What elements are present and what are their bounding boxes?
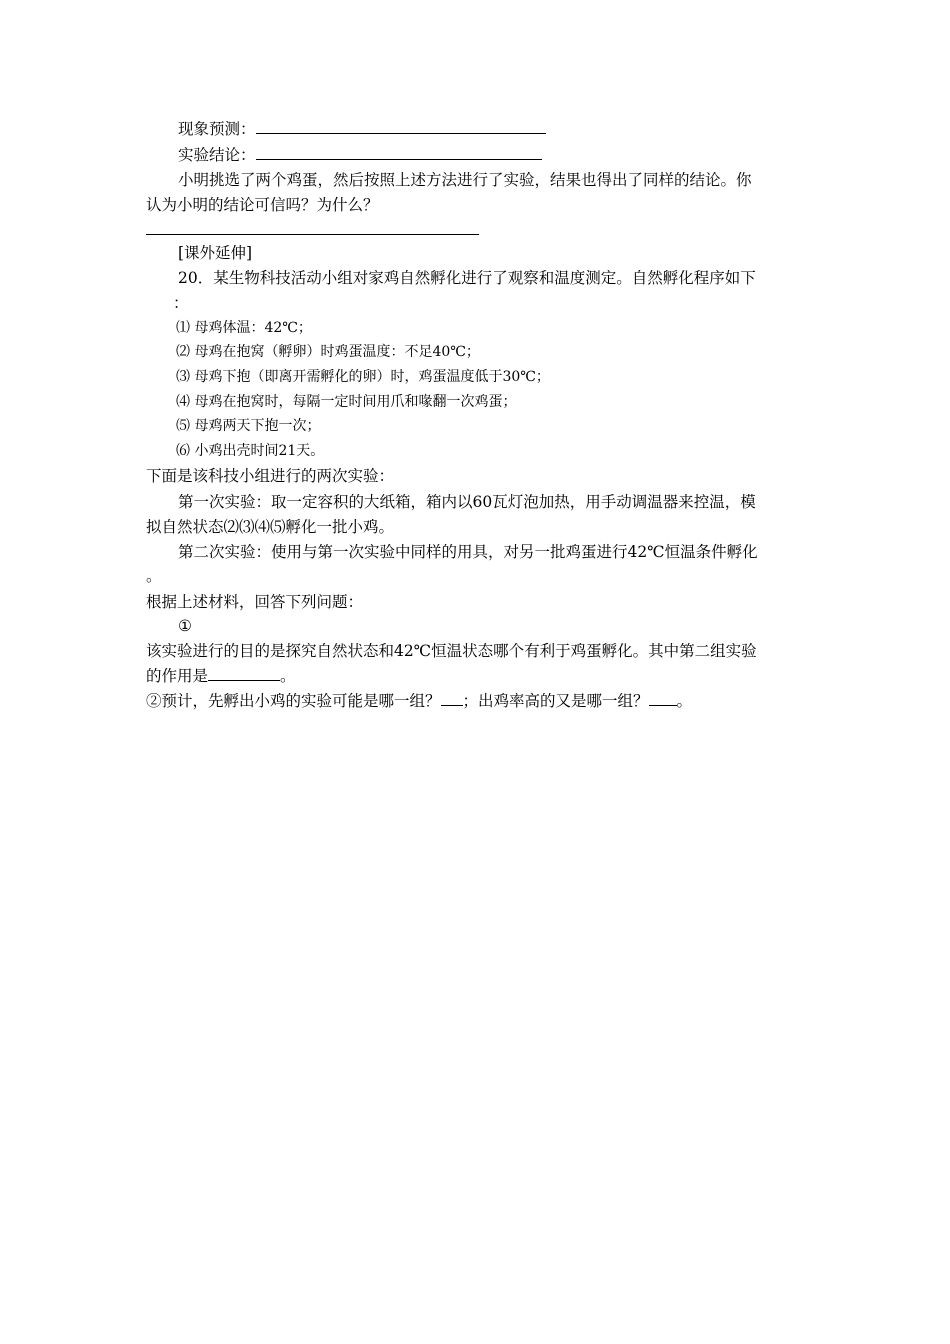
- list-item: ⑶ 母鸡下抱（即离开需孵化的卵）时，鸡蛋温度低于30℃；: [176, 369, 550, 385]
- list-item: ⑸ 母鸡两天下抱一次；: [176, 418, 321, 434]
- sub-question-2-text-2: ；出鸡率高的又是哪一组？: [462, 692, 649, 710]
- sub-question-1-answer-blank[interactable]: [208, 666, 280, 681]
- experiments-intro: 下面是该科技小组进行的两次实验：: [146, 467, 395, 485]
- list-item: ⑵ 母鸡在抱窝（孵卵）时鸡蛋温度：不足40℃；: [176, 344, 480, 360]
- phenomenon-prediction-row: [178, 119, 546, 139]
- sub-question-2-answer-blank-2[interactable]: [649, 691, 677, 706]
- question-answer-line[interactable]: [146, 234, 479, 235]
- conclusion-label: 实验结论：: [178, 146, 256, 164]
- list-item: ⑹ 小鸡出壳时间21天。: [176, 443, 325, 459]
- conclusion-row: [178, 145, 542, 165]
- phenomenon-label: 现象预测：: [178, 120, 256, 138]
- sub-question-2: [146, 691, 692, 711]
- answer-prompt: 根据上述材料，回答下列问题：: [146, 593, 364, 611]
- question-line-1: 小明挑选了两个鸡蛋，然后按照上述方法进行了实验，结果也得出了同样的结论。你: [178, 171, 752, 189]
- sub-question-2-end: 。: [676, 692, 693, 710]
- experiment-1-line-2: 拟自然状态⑵⑶⑷⑸孵化一批小鸡。: [146, 518, 395, 536]
- sub-question-1-marker: ①: [178, 617, 192, 635]
- section-title: [课外延伸]: [178, 244, 253, 262]
- list-item: ⑷ 母鸡在抱窝时，每隔一定时间用爪和喙翻一次鸡蛋；: [176, 394, 517, 410]
- sub-question-2-text-1: ②预计，先孵出小鸡的实验可能是哪一组？: [146, 692, 441, 710]
- conclusion-answer-blank[interactable]: [256, 145, 542, 160]
- q20-intro-line-1: 20．某生物科技活动小组对家鸡自然孵化进行了观察和温度测定。自然孵化程序如下: [178, 269, 756, 287]
- sub-question-1-text: 的作用是: [146, 667, 209, 685]
- sub-question-1-line-2: [146, 666, 296, 686]
- sub-question-2-answer-blank-1[interactable]: [441, 691, 463, 706]
- experiment-2-line-2: 。: [146, 567, 162, 585]
- experiment-1-line-1: 第一次实验：取一定容积的大纸箱，箱内以60瓦灯泡加热，用手动调温器来控温，模: [178, 493, 756, 511]
- phenomenon-answer-blank[interactable]: [256, 119, 546, 134]
- q20-intro-line-2: ：: [173, 294, 189, 312]
- list-item: ⑴ 母鸡体温：42℃；: [176, 320, 312, 336]
- sub-question-1-end: 。: [280, 667, 296, 685]
- sub-question-1-line-1: 该实验进行的目的是探究自然状态和42℃恒温状态哪个有利于鸡蛋孵化。其中第二组实验: [146, 642, 757, 660]
- experiment-2-line-1: 第二次实验：使用与第一次实验中同样的用具，对另一批鸡蛋进行42℃恒温条件孵化: [178, 543, 758, 561]
- question-line-2: 认为小明的结论可信吗？为什么？: [146, 196, 379, 214]
